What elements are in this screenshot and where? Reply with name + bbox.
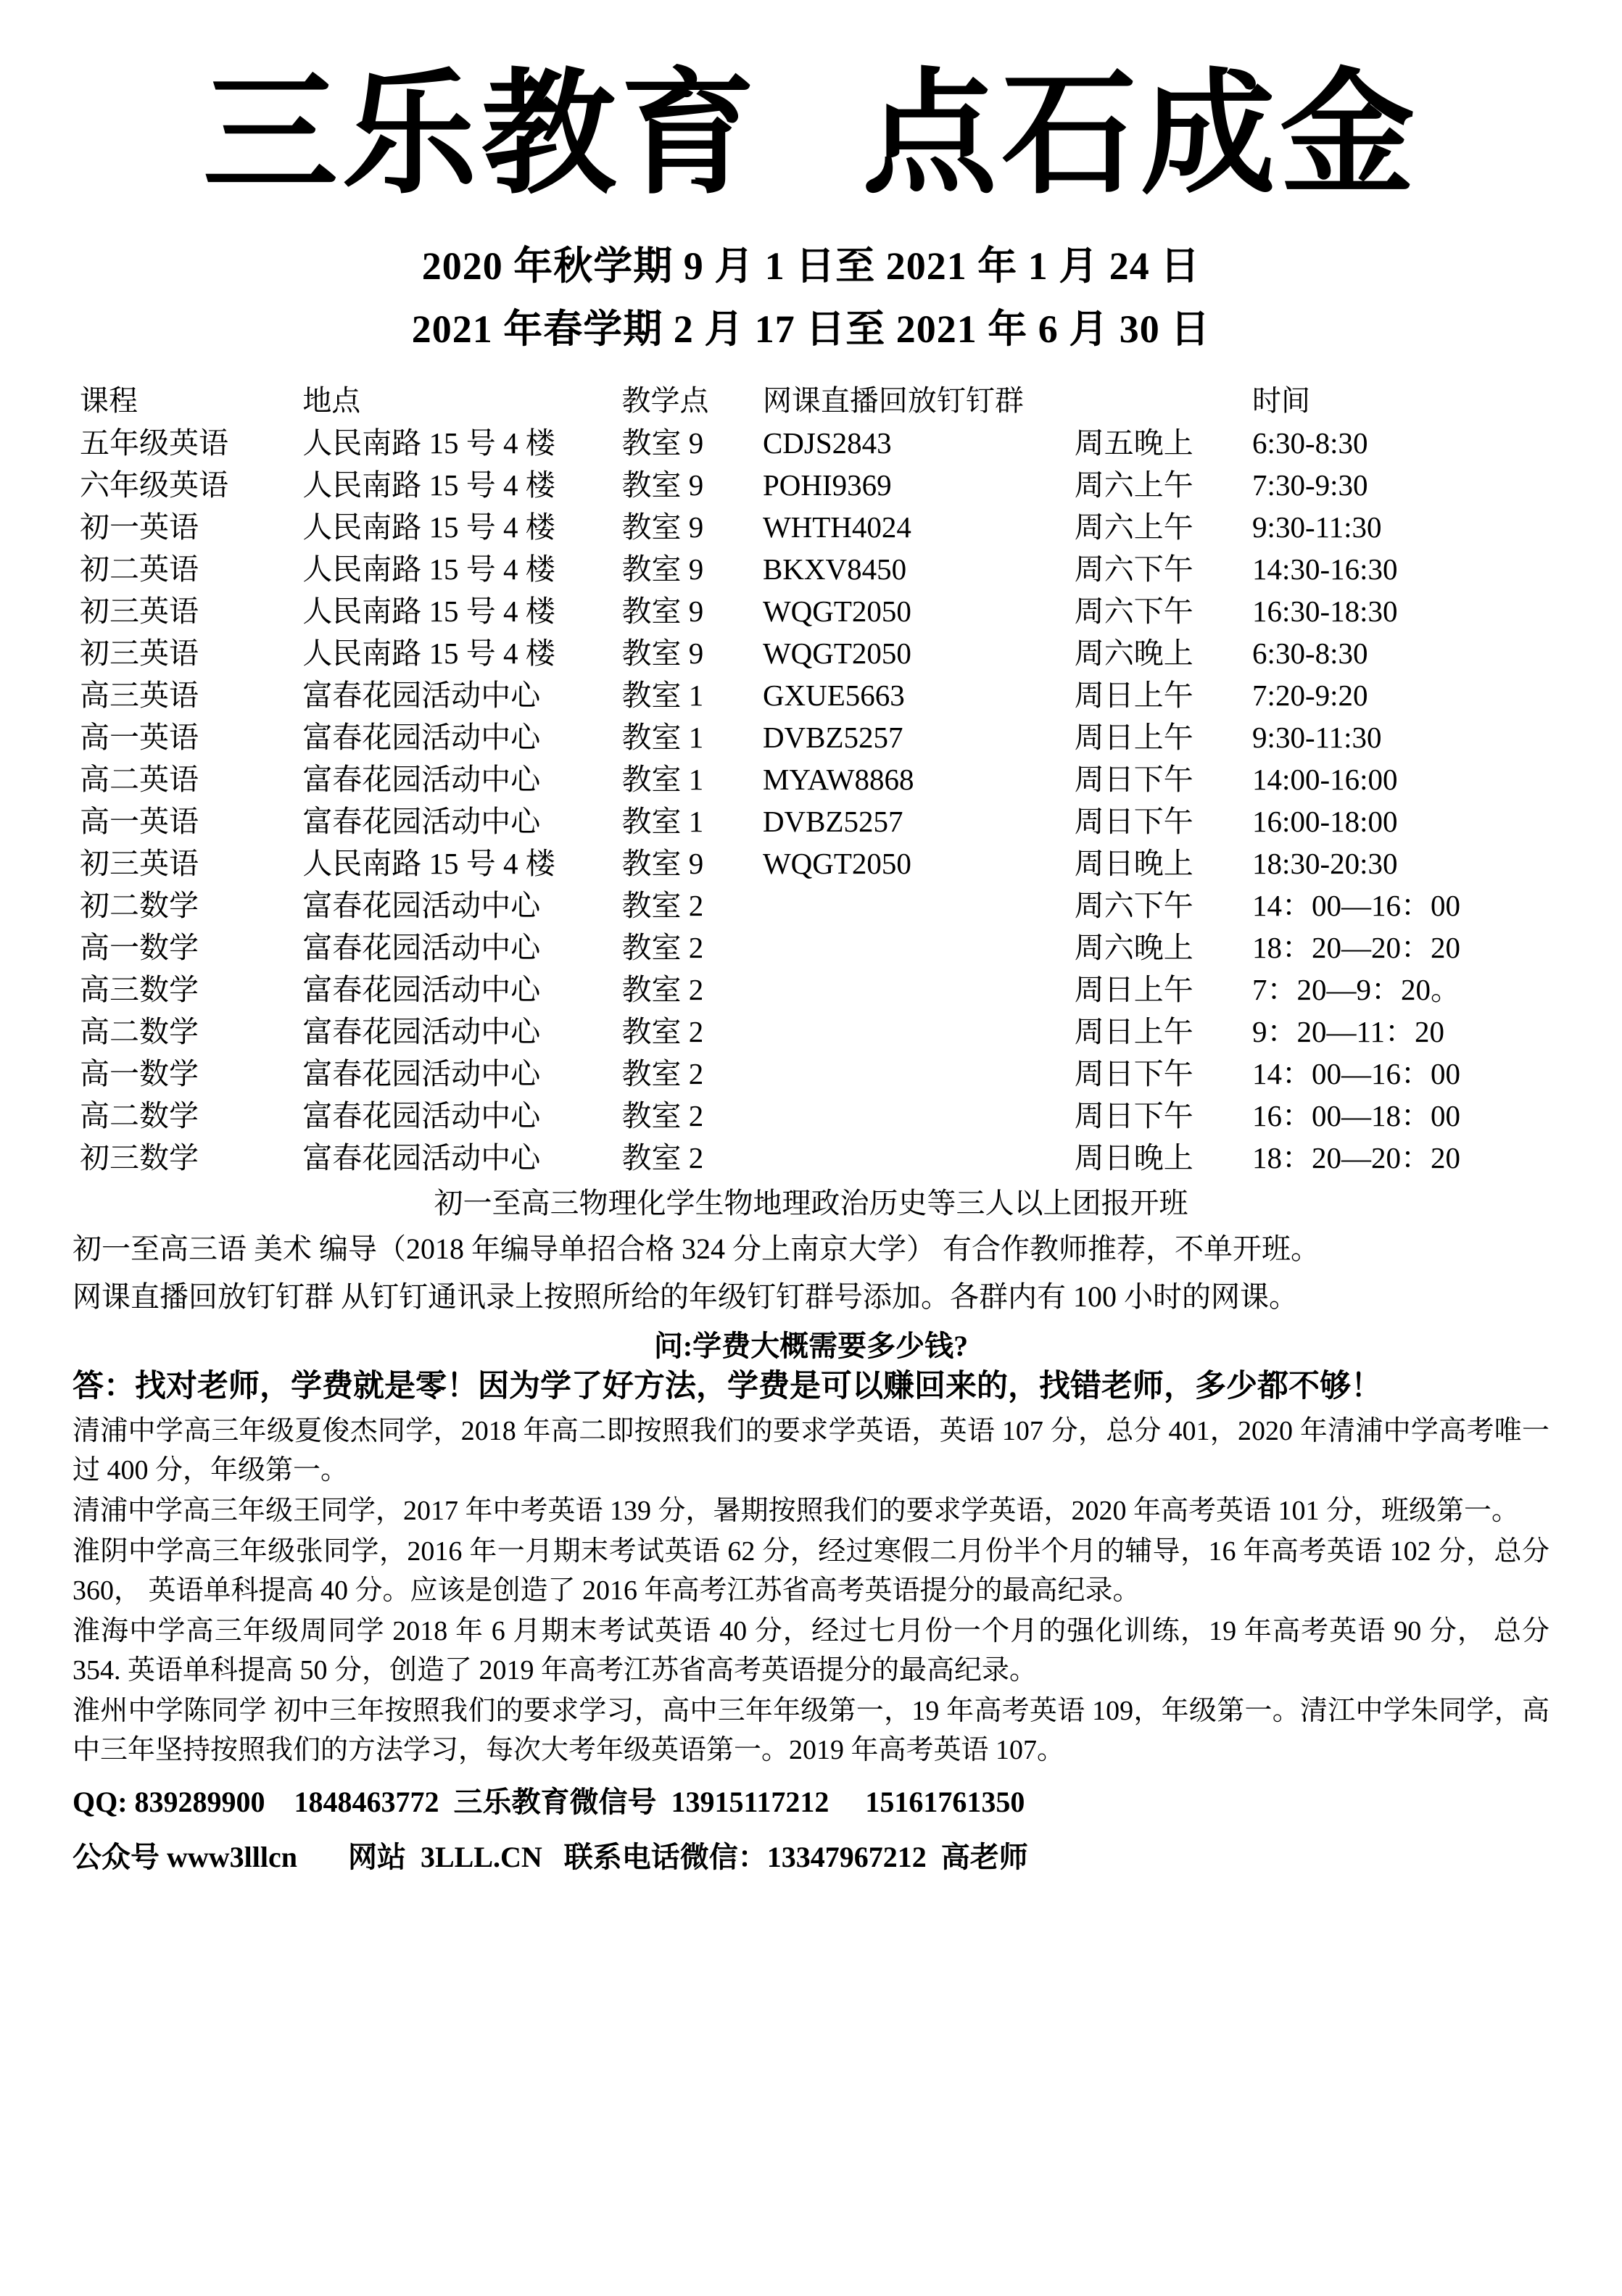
cell-day: 周日上午 (1074, 678, 1193, 712)
cell-time: 14：00—16：00 (1252, 888, 1461, 922)
cell-place: 人民南路 15 号 4 楼 (302, 426, 555, 460)
table-row (73, 633, 1549, 675)
cell-place: 人民南路 15 号 4 楼 (302, 846, 555, 880)
cell-time: 18:30-20:30 (1252, 846, 1398, 880)
header-time: 时间 (1252, 384, 1311, 417)
header-day (1030, 381, 1238, 423)
cell-day: 周六下午 (1074, 888, 1193, 922)
cell-room: 教室 2 (621, 1014, 704, 1048)
cell-place: 富春花园活动中心 (302, 1056, 541, 1090)
header-room: 教学点 (621, 384, 709, 417)
cell-time: 9:30-11:30 (1252, 510, 1382, 544)
testimonial-list (73, 1412, 1549, 1770)
cell-place: 富春花园活动中心 (302, 1098, 541, 1132)
cell-course: 高二英语 (80, 762, 199, 796)
faq-answer: 答：找对老师，学费就是零！因为学了好方法，学费是可以赚回来的，找错老师，多少都不够！ (73, 1369, 1382, 1404)
table-row (73, 549, 1549, 591)
cell-place: 人民南路 15 号 4 楼 (302, 594, 555, 628)
cell-time: 9:30-11:30 (1252, 720, 1382, 754)
cell-course: 高一数学 (80, 930, 199, 964)
cell-dingtalk-group: WHTH4024 (762, 510, 911, 544)
table-row (73, 843, 1549, 885)
cell-dingtalk-group (763, 1053, 1030, 1095)
cell-course: 高一英语 (80, 720, 199, 754)
cell-day: 周日下午 (1074, 804, 1193, 838)
cell-room: 教室 2 (621, 972, 704, 1006)
cell-course: 六年级英语 (80, 468, 228, 502)
cell-place: 富春花园活动中心 (302, 972, 541, 1006)
cell-dingtalk-group: BKXV8450 (762, 552, 907, 586)
cell-room: 教室 1 (621, 762, 704, 796)
header-dingtalk-group: 网课直播回放钉钉群 (762, 384, 1024, 417)
cell-time: 7:30-9:30 (1252, 468, 1368, 502)
cell-dingtalk-group: WQGT2050 (762, 636, 911, 670)
cell-time: 18：20—20：20 (1252, 930, 1461, 964)
cell-room: 教室 9 (621, 594, 704, 628)
table-row (73, 969, 1549, 1011)
term-spring: 2021 年春学期 2 月 17 日至 2021 年 6 月 30 日 (411, 307, 1211, 351)
cell-dingtalk-group (763, 969, 1030, 1011)
cell-course: 高一数学 (80, 1056, 199, 1090)
cell-course: 五年级英语 (80, 426, 228, 460)
cell-day: 周五晚上 (1074, 426, 1193, 460)
cell-dingtalk-group: DVBZ5257 (762, 720, 903, 754)
cell-dingtalk-group: POHI9369 (762, 468, 892, 502)
cell-place: 富春花园活动中心 (302, 930, 541, 964)
cell-day: 周六晚上 (1074, 636, 1193, 670)
cell-dingtalk-group: WQGT2050 (762, 594, 911, 628)
cell-time: 6:30-8:30 (1252, 426, 1368, 460)
table-row (73, 759, 1549, 801)
table-row (73, 1053, 1549, 1095)
cell-course: 初一英语 (80, 510, 199, 544)
testimonial-paragraph: 清浦中学高三年级王同学，2017 年中考英语 139 分，暑期按照我们的要求学英语，2020 年高考英语 101 分，班级第一。 (73, 1495, 1520, 1526)
cell-room: 教室 9 (621, 510, 704, 544)
table-row (73, 927, 1549, 969)
cell-day: 周六下午 (1074, 552, 1193, 586)
cell-day: 周日晚上 (1074, 846, 1193, 880)
cell-dingtalk-group (763, 1095, 1030, 1137)
cell-time: 18：20—20：20 (1252, 1140, 1461, 1174)
poster-banner-title: 三乐教育 点石成金 (202, 54, 1420, 212)
cell-place: 富春花园活动中心 (302, 1014, 541, 1048)
cell-day: 周六晚上 (1074, 930, 1193, 964)
cell-course: 高三数学 (80, 972, 199, 1006)
cell-day: 周日下午 (1074, 1056, 1193, 1090)
cell-dingtalk-group (763, 1137, 1030, 1180)
header-place: 地点 (302, 384, 361, 417)
cell-place: 富春花园活动中心 (302, 888, 541, 922)
cell-place: 富春花园活动中心 (302, 720, 541, 754)
cell-day: 周六下午 (1074, 594, 1193, 628)
table-row (73, 507, 1549, 549)
cell-dingtalk-group (763, 927, 1030, 969)
cell-room: 教室 2 (621, 1056, 704, 1090)
cell-day: 周日下午 (1074, 762, 1193, 796)
cell-room: 教室 1 (621, 678, 704, 712)
header-course: 课程 (80, 384, 138, 417)
cell-place: 人民南路 15 号 4 楼 (302, 552, 555, 586)
cell-room: 教室 2 (621, 930, 704, 964)
cell-room: 教室 9 (621, 636, 704, 670)
cell-course: 初三数学 (80, 1140, 199, 1174)
cell-course: 高二数学 (80, 1098, 199, 1132)
cell-time: 16：00—18：00 (1252, 1098, 1461, 1132)
contact-line-2: 公众号 www3lllcn 网站 3LLL.CN 联系电话微信：13347967212 高老师 (73, 1840, 1028, 1873)
faq-question: 问:学费大概需要多少钱? (653, 1329, 969, 1362)
cell-course: 高二数学 (80, 1014, 199, 1048)
cell-room: 教室 1 (621, 720, 704, 754)
class-schedule-table (73, 381, 1549, 1180)
cell-room: 教室 9 (621, 846, 704, 880)
note-arts: 初一至高三语 美术 编导（2018 年编导单招合格 324 分上南京大学） 有合作教师推荐，不单开班。 (73, 1232, 1320, 1265)
cell-course: 初三英语 (80, 846, 199, 880)
schedule-header-row (73, 381, 1549, 423)
cell-room: 教室 1 (621, 804, 704, 838)
cell-place: 富春花园活动中心 (302, 804, 541, 838)
cell-place: 富春花园活动中心 (302, 1140, 541, 1174)
cell-room: 教室 9 (621, 426, 704, 460)
cell-day: 周日上午 (1074, 720, 1193, 754)
testimonial-paragraph: 清浦中学高三年级夏俊杰同学，2018 年高二即按照我们的要求学英语，英语 107 分，总分 401，2020 年清浦中学高考唯一过 400 分，年级第一。 (73, 1415, 1549, 1485)
cell-dingtalk-group: CDJS2843 (762, 426, 892, 460)
cell-course: 初二数学 (80, 888, 199, 922)
cell-place: 人民南路 15 号 4 楼 (302, 636, 555, 670)
cell-dingtalk-group: MYAW8868 (762, 762, 914, 796)
cell-place: 富春花园活动中心 (302, 678, 541, 712)
table-row (73, 1011, 1549, 1053)
cell-room: 教室 9 (621, 468, 704, 502)
cell-time: 14:00-16:00 (1252, 762, 1398, 796)
table-row (73, 1095, 1549, 1137)
cell-room: 教室 2 (621, 888, 704, 922)
table-row (73, 1137, 1549, 1180)
testimonial-paragraph: 淮州中学陈同学 初中三年按照我们的要求学习，高中三年年级第一，19 年高考英语 109，年级第一。清江中学朱同学，高中三年坚持按照我们的方法学习，每次大考年级英语第一。2019 年高考英语 107。 (73, 1695, 1549, 1765)
cell-dingtalk-group: WQGT2050 (762, 846, 911, 880)
cell-room: 教室 9 (621, 552, 704, 586)
cell-day: 周日晚上 (1074, 1140, 1193, 1174)
cell-dingtalk-group (763, 1011, 1030, 1053)
cell-room: 教室 2 (621, 1140, 704, 1174)
cell-time: 7：20—9：20。 (1252, 972, 1461, 1006)
cell-place: 人民南路 15 号 4 楼 (302, 510, 555, 544)
cell-day: 周六上午 (1074, 468, 1193, 502)
cell-course: 高三英语 (80, 678, 199, 712)
table-row (73, 423, 1549, 465)
cell-dingtalk-group (763, 885, 1030, 927)
cell-course: 初三英语 (80, 594, 199, 628)
cell-dingtalk-group: DVBZ5257 (762, 804, 903, 838)
table-row (73, 717, 1549, 759)
table-row (73, 591, 1549, 633)
note-group-class: 初一至高三物理化学生物地理政治历史等三人以上团报开班 (434, 1186, 1188, 1219)
term-autumn: 2020 年秋学期 9 月 1 日至 2021 年 1 月 24 日 (421, 244, 1201, 288)
cell-time: 16:30-18:30 (1252, 594, 1398, 628)
schedule-body (73, 423, 1549, 1180)
cell-course: 初三英语 (80, 636, 199, 670)
cell-course: 初二英语 (80, 552, 199, 586)
cell-day: 周日上午 (1074, 1014, 1193, 1048)
cell-place: 人民南路 15 号 4 楼 (302, 468, 555, 502)
table-row (73, 675, 1549, 717)
cell-day: 周日上午 (1074, 972, 1193, 1006)
cell-time: 6:30-8:30 (1252, 636, 1368, 670)
cell-time: 16:00-18:00 (1252, 804, 1398, 838)
table-row (73, 885, 1549, 927)
cell-time: 9：20—11：20 (1252, 1014, 1445, 1048)
cell-dingtalk-group: GXUE5663 (762, 678, 905, 712)
cell-time: 14：00—16：00 (1252, 1056, 1461, 1090)
cell-day: 周六上午 (1074, 510, 1193, 544)
cell-time: 7:20-9:20 (1252, 678, 1368, 712)
testimonial-paragraph: 淮阴中学高三年级张同学，2016 年一月期末考试英语 62 分，经过寒假二月份半个月的辅导，16 年高考英语 102 分，总分 360， 英语单科提高 40 分。应该是创造了 2016 年高考江苏省高考英语提分的最高纪录。 (73, 1535, 1549, 1606)
table-row (73, 465, 1549, 507)
cell-day: 周日下午 (1074, 1098, 1193, 1132)
cell-time: 14:30-16:30 (1252, 552, 1398, 586)
table-row (73, 801, 1549, 843)
cell-room: 教室 2 (621, 1098, 704, 1132)
contact-line-1: QQ: 839289900 1848463772 三乐教育微信号 13915117212 15161761350 (73, 1785, 1025, 1818)
cell-course: 高一英语 (80, 804, 199, 838)
note-dingtalk: 网课直播回放钉钉群 从钉钉通讯录上按照所给的年级钉钉群号添加。各群内有 100 小时的网课。 (73, 1280, 1298, 1313)
testimonial-paragraph: 淮海中学高三年级周同学 2018 年 6 月期末考试英语 40 分，经过七月份一个月的强化训练，19 年高考英语 90 分， 总分 354. 英语单科提高 50 分，创造了 2019 年高考江苏省高考英语提分的最高纪录。 (73, 1615, 1549, 1686)
cell-place: 富春花园活动中心 (302, 762, 541, 796)
